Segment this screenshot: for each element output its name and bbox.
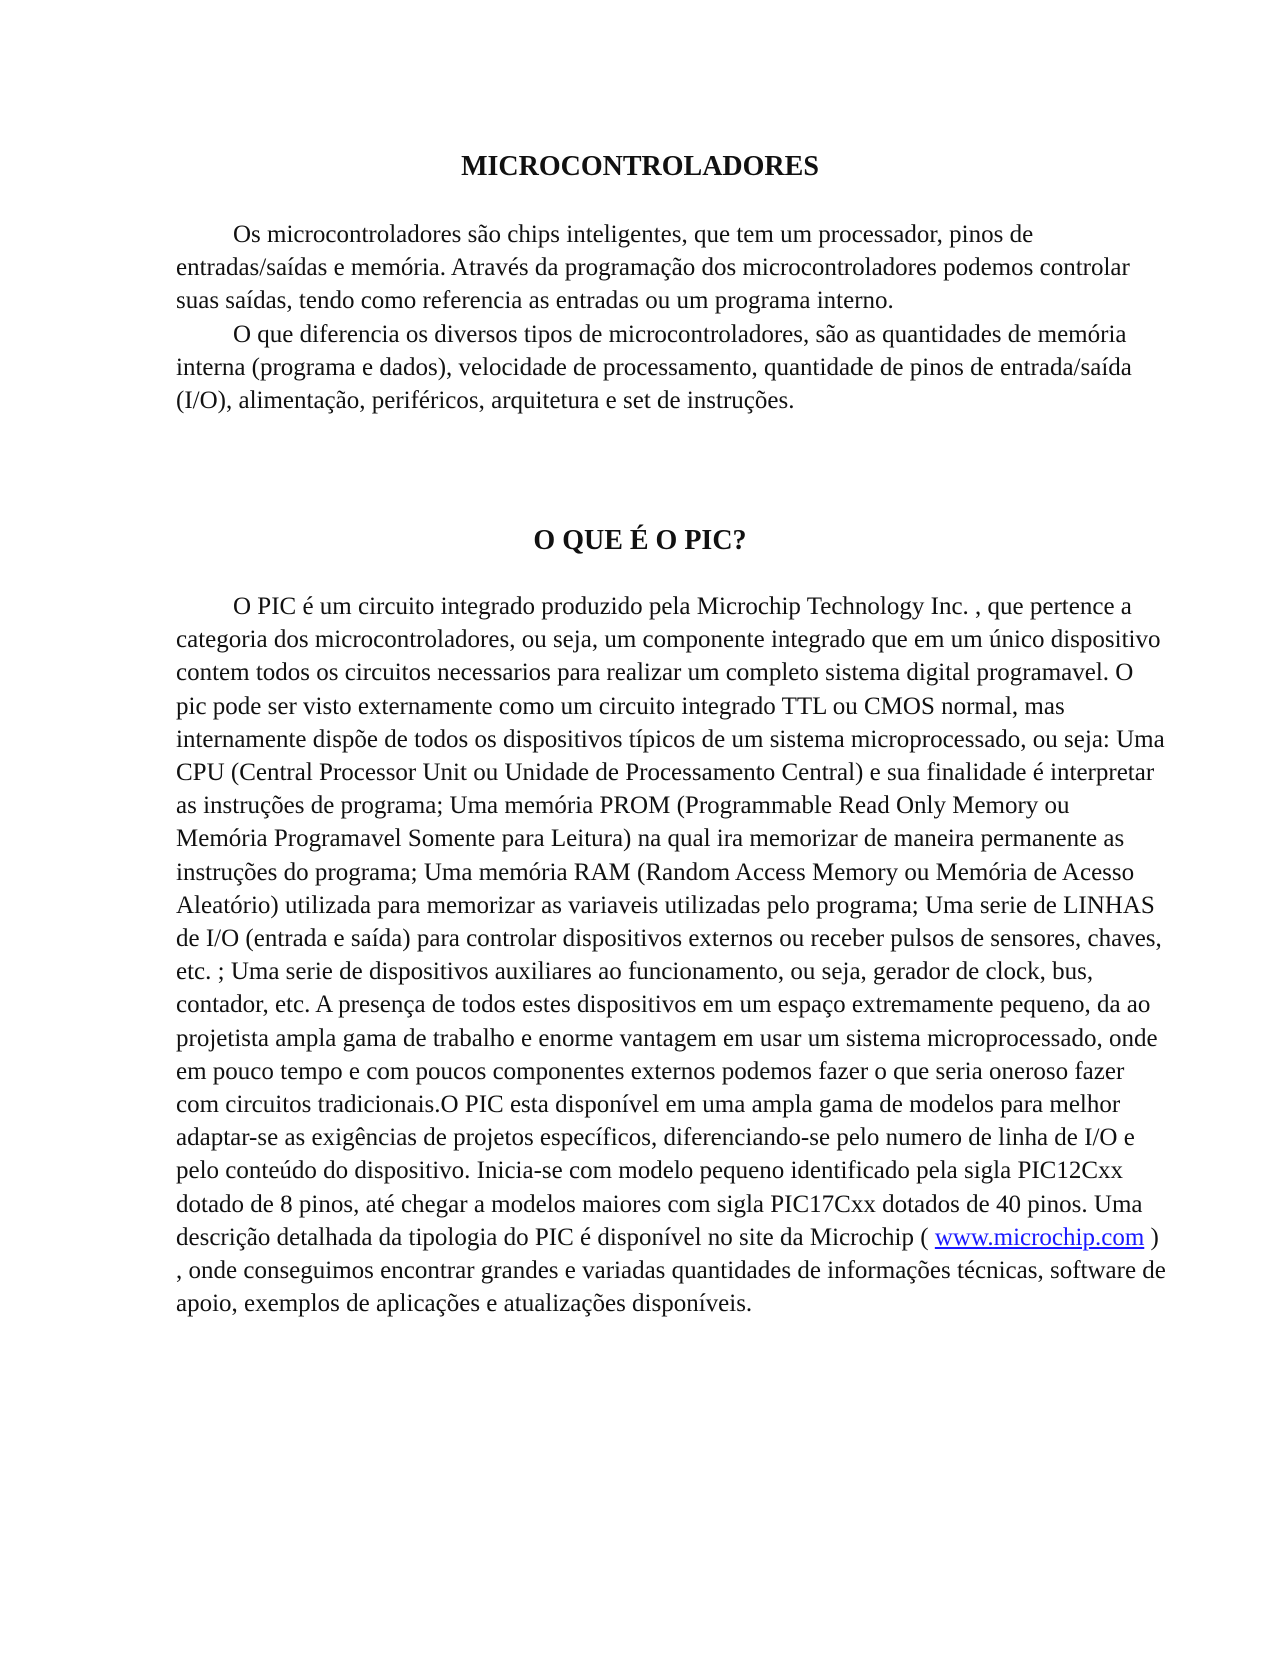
intro-section (176, 218, 1166, 417)
pic-paragraph-text-before-link: O PIC é um circuito integrado produzido pela Microchip Technology Inc. , que pertence a categoria dos microcontroladores, ou seja, um componente integrado que em um único dispositivo contem todos os circuitos necessarios para realizar um completo sistema digital programavel. O pic pode ser visto externamente como um circuito integrado TTL ou CMOS normal, mas internamente dispõe de todos os dispositivos típicos de um sistema microprocessado, ou seja: Uma CPU (Central Processor Unit ou Unidade de Processamento Central) e sua finalidade é interpretar as instruções de programa; Uma memória PROM (Programmable Read Only Memory ou Memória Programavel Somente para Leitura) na qual ira memorizar de maneira permanente as instruções do programa; Uma memória RAM (Random Access Memory ou Memória de Acesso Aleatório) utilizada para memorizar as variaveis utilizadas pelo programa; Uma serie de LINHAS de I/O (entrada e saída) para controlar dispositivos externos ou receber pulsos de sensores, chaves, etc. ; Uma serie de dispositivos auxiliares ao funcionamento, ou seja, gerador de clock, bus, contador, etc. A presença de todos estes dispositivos em um espaço extremamente pequeno, da ao projetista ampla gama de trabalho e enorme vantagem em usar um sistema microprocessado, onde em pouco tempo e com poucos componentes externos podemos fazer o que seria oneroso fazer com circuitos tradicionais.O PIC esta disponível em uma ampla gama de modelos para melhor adaptar-se as exigências de projetos específicos, diferenciando-se pelo numero de linha de I/O e pelo conteúdo do dispositivo. Inicia-se com modelo pequeno identificado pela sigla PIC12Cxx dotado de 8 pinos, até chegar a modelos maiores com sigla PIC17Cxx dotados de 40 pinos. Uma descrição detalhada da tipologia do PIC é disponível no site da Microchip ( (176, 593, 1165, 1251)
intro-paragraph-2: O que diferencia os diversos tipos de microcontroladores, são as quantidades de memória interna (programa e dados), velocidade de processamento, quantidade de pinos de entrada/saída (I/O), alimentação, periféricos, arquitetura e set de instruções. (176, 320, 1132, 415)
pic-paragraph-text-after-link: ) , onde conseguimos encontrar grandes e variadas quantidades de informações técnicas, software de apoio, exemplos de aplicações e atualizações disponíveis. (176, 1223, 1166, 1318)
page-title: MICROCONTROLADORES (461, 151, 819, 182)
microchip-link[interactable]: www.microchip.com (934, 1223, 1145, 1251)
pic-paragraph (176, 590, 1166, 1320)
pic-section (176, 590, 1166, 1320)
intro-paragraph-1: Os microcontroladores são chips inteligentes, que tem um processador, pinos de entradas/saídas e memória. Através da programação dos microcontroladores podemos controlar suas saídas, tendo como referencia as entradas ou um programa interno. (176, 221, 1130, 315)
section-title: O QUE É O PIC? (533, 525, 747, 556)
